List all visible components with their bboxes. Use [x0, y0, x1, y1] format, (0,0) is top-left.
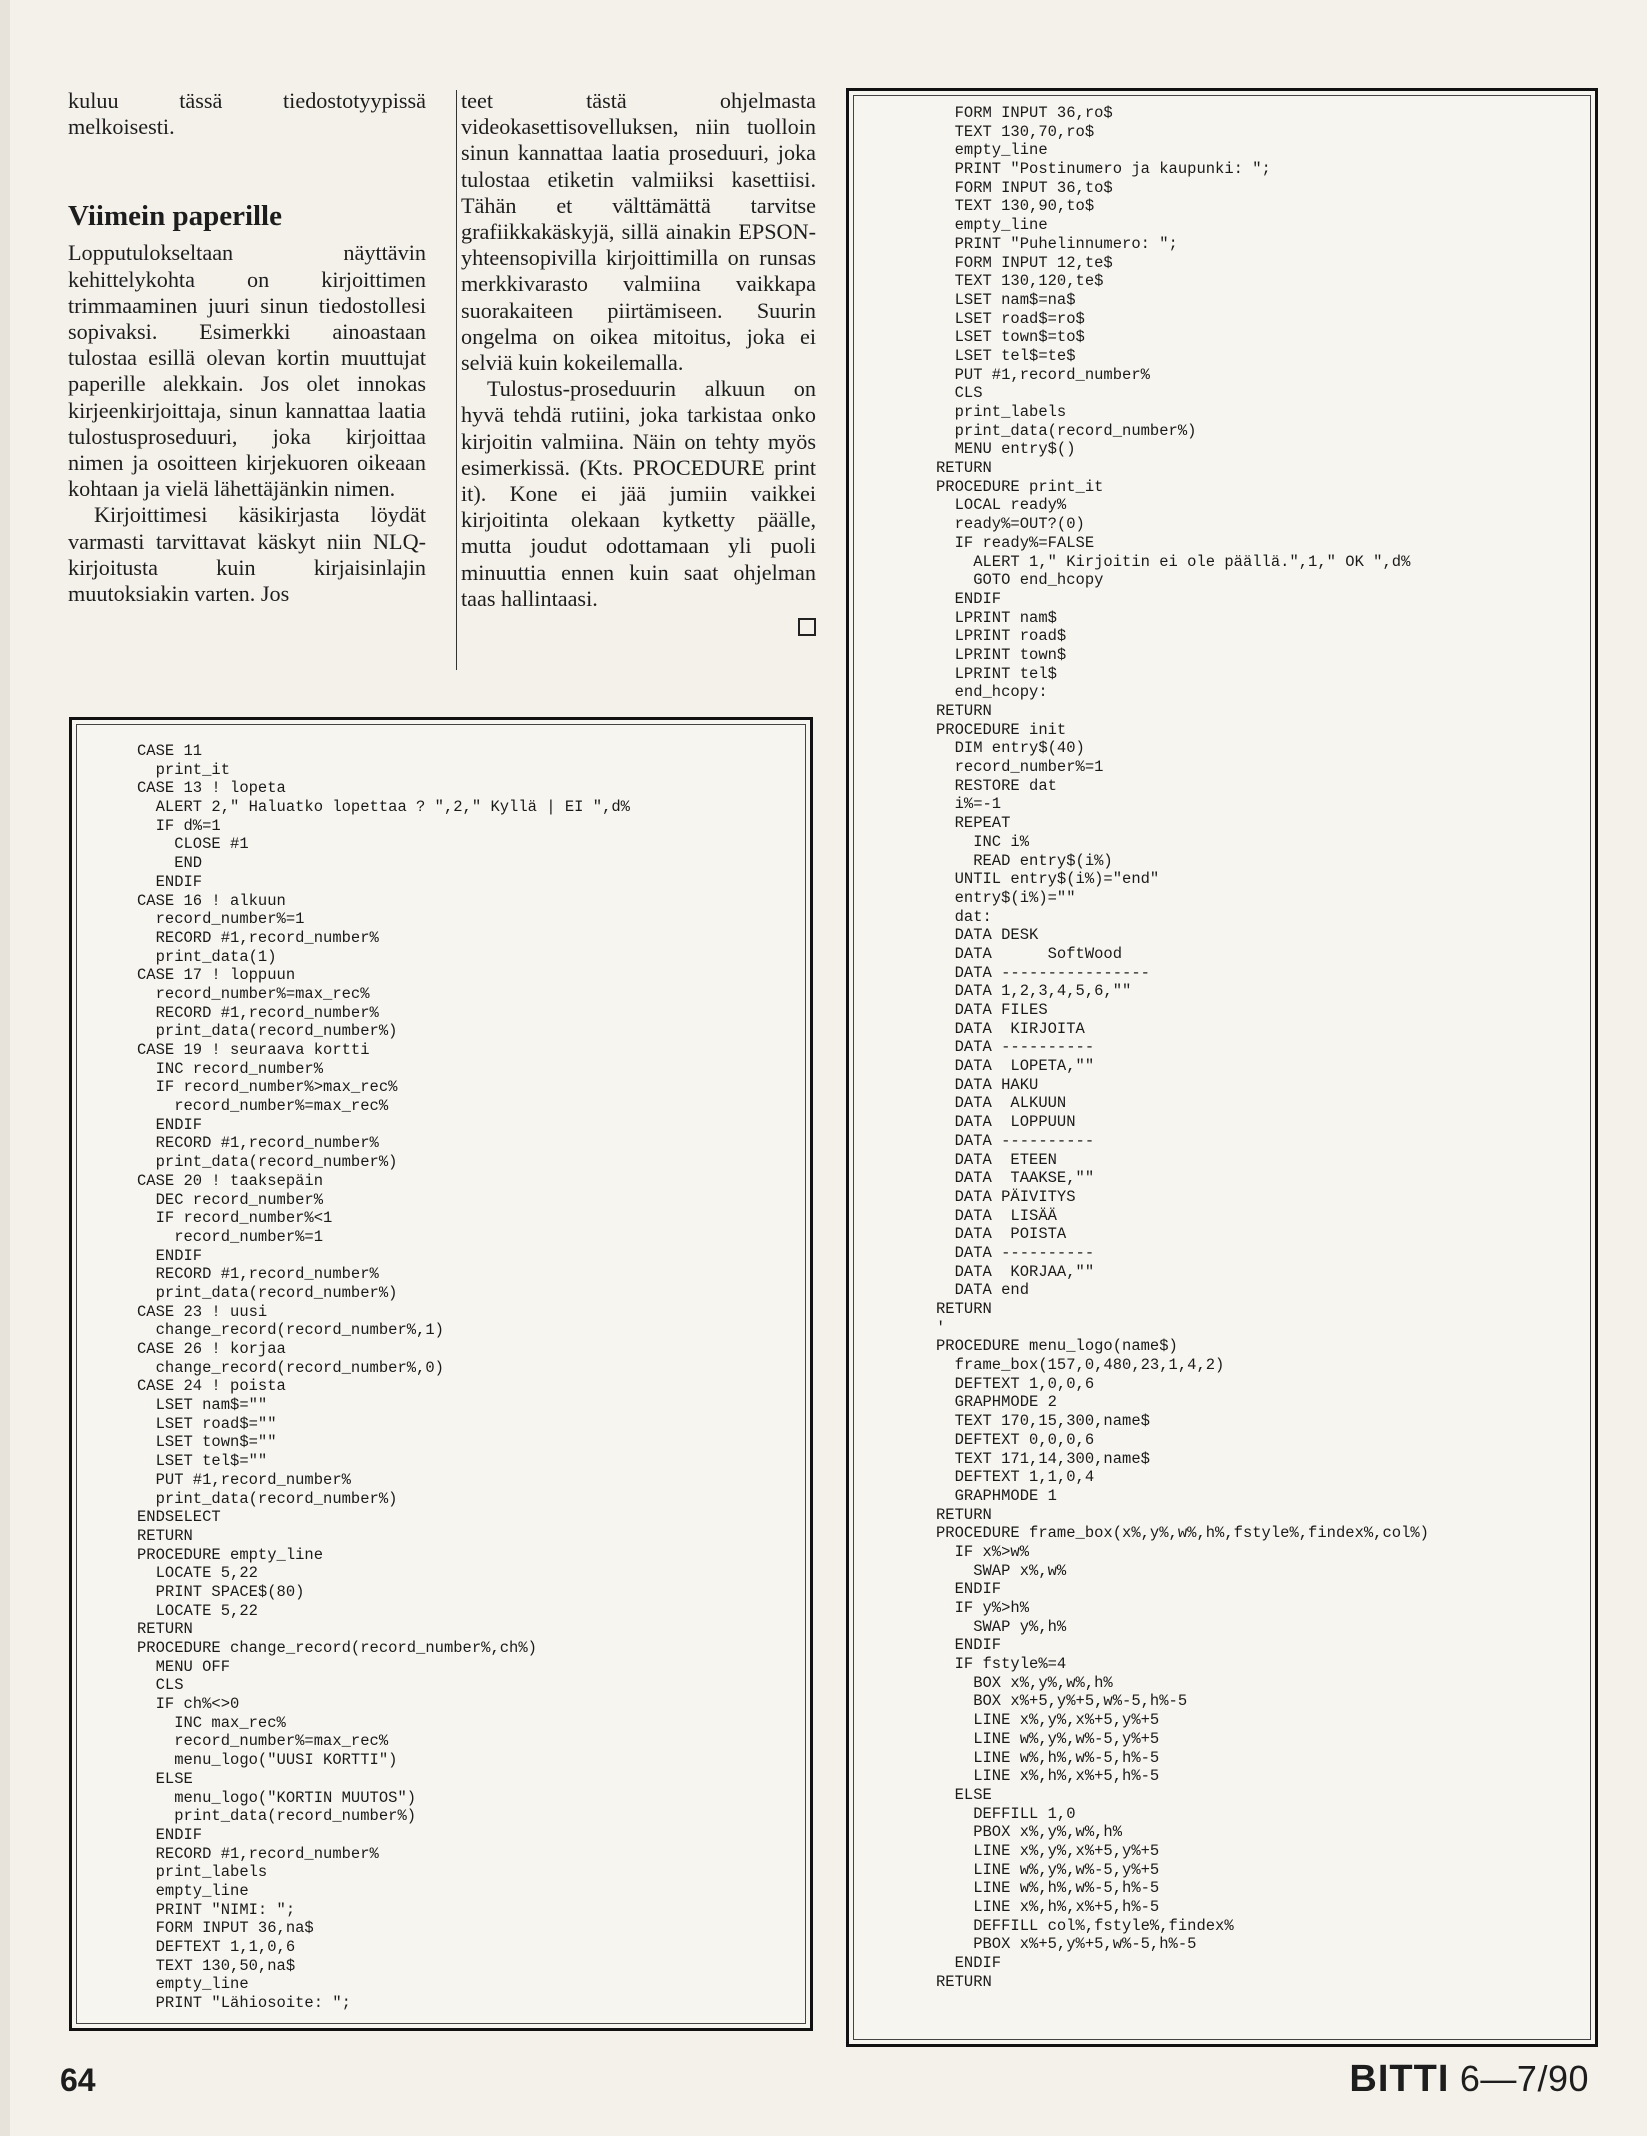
end-of-article-icon: [798, 618, 816, 636]
magazine-logo: BITTI: [1349, 2058, 1450, 2100]
paragraph: Kirjoittimesi käsikirjasta löydät varmasti tarvittavat käskyt niin NLQ-kirjoitusta kuin kirjaisinlajin muutoksiakin varten. Jos: [68, 502, 426, 607]
intro-text: kuluu tässä tiedostotyypissä melkoisesti.: [68, 88, 426, 140]
paragraph: teet tästä ohjelmasta videokasettisovelluksen, niin tuolloin sinun kannattaa laatia proseduuri, joka tulostaa etiketin valmiiksi kasettiisi. Tähän et välttämättä tarvitse grafiikkakäskyjä, sillä ainakin EPSON-yhteensopivilla kirjoittimilla on runsas merkkivarasto valmiina vaikkapa suorakaiteen piirtämiseen. Suurin ongelma on oikea mitoitus, joka ei selviä kuin kokeilemalla.: [461, 88, 816, 376]
paragraph: Tulostus-proseduurin alkuun on hyvä tehdä rutiini, joka tarkistaa onko kirjoitin valmiina. Näin on tehty myös esimerkissä. (Kts. PROCEDURE print it). Kone ei jää jumiin vaikkei kirjoitinta olekaan kytketty päälle, mutta joudut odottamaan yli puoli minuuttia ennen kuin saat ohjelman taas hallintaasi.: [461, 376, 816, 611]
page-number: 64: [60, 2062, 96, 2098]
article-middle-column: [461, 88, 816, 636]
issue-number: 6—7/90: [1459, 2058, 1589, 2099]
magazine-issue: [1349, 2058, 1589, 2101]
code-listing-left-text: CASE 11 print_it CASE 13 ! lopeta ALERT 2," Haluatko lopettaa ? ",2," Kyllä | EI ",d% IF d%=1 CLOSE #1 END ENDIF CASE 16 ! alkuun record_number%=1 RECORD #1,record_number% print_data(1) CASE 17 ! loppuun record_number%=max_rec% RECORD #1,record_number% print_data(record_number%) CASE 19 ! seuraava kortti INC record_number% IF record_number%>max_rec% record_number%=max_rec% ENDIF RECORD #1,record_number% print_data(record_number%) CASE 20 ! taaksepäin DEC record_number% IF record_number%<1 record_number%=1 ENDIF RECORD #1,record_number% print_data(record_number%) CASE 23 ! uusi change_record(record_number%,1) CASE 26 ! korjaa change_record(record_number%,0) CASE 24 ! poista LSET nam$="" LSET road$="" LSET town$="" LSET tel$="" PUT #1,record_number% print_data(record_number%) ENDSELECT RETURN PROCEDURE empty_line LOCATE 5,22 PRINT SPACE$(80) LOCATE 5,22 RETURN PROCEDURE change_record(record_number%,ch%) MENU OFF CLS IF ch%<>0 INC max_rec% record_number%=max_rec% menu_logo("UUSI KORTTI") ELSE menu_logo("KORTIN MUUTOS") print_data(record_number%) ENDIF RECORD #1,record_number% print_labels empty_line PRINT "NIMI: "; FORM INPUT 36,na$ DEFTEXT 1,1,0,6 TEXT 130,50,na$ empty_line PRINT "Lähiosoite: ";: [137, 742, 630, 2013]
column-rule: [456, 90, 457, 670]
paragraph: Lopputulokseltaan näyttävin kehittelykohta on kirjoittimen trimmaaminen juuri sinun tiedostollesi sopivaksi. Esimerkki ainoastaan tulostaa esillä olevan kortin muuttujat paperille alekkain. Jos olet innokas kirjeenkirjoittaja, sinun kannattaa laatia tulostusproseduuri, joka kirjoittaa nimen ja osoitteen kirjekuoren oikeaan kohtaan ja vielä lähettäjänkin nimen.: [68, 240, 426, 502]
page-edge: [0, 0, 10, 2136]
article-left-column: [68, 88, 426, 607]
section-heading: Viimein paperille: [68, 200, 282, 233]
code-listing-right-text: FORM INPUT 36,ro$ TEXT 130,70,ro$ empty_line PRINT "Postinumero ja kaupunki: "; FORM INPUT 36,to$ TEXT 130,90,to$ empty_line PRINT "Puhelinnumero: "; FORM INPUT 12,te$ TEXT 130,120,te$ LSET nam$=na$ LSET road$=ro$ LSET town$=to$ LSET tel$=te$ PUT #1,record_number% CLS print_labels print_data(record_number%) MENU entry$() RETURN PROCEDURE print_it LOCAL ready% ready%=OUT?(0) IF ready%=FALSE ALERT 1," Kirjoitin ei ole päällä.",1," OK ",d% GOTO end_hcopy ENDIF LPRINT nam$ LPRINT road$ LPRINT town$ LPRINT tel$ end_hcopy: RETURN PROCEDURE init DIM entry$(40) record_number%=1 RESTORE dat i%=-1 REPEAT INC i% READ entry$(i%) UNTIL entry$(i%)="end" entry$(i%)="" dat: DATA DESK DATA SoftWood DATA ---------------- DATA 1,2,3,4,5,6,"" DATA FILES DATA KIRJOITA DATA ---------- DATA LOPETA,"" DATA HAKU DATA ALKUUN DATA LOPPUUN DATA ---------- DATA ETEEN DATA TAAKSE,"" DATA PÄIVITYS DATA LISÄÄ DATA POISTA DATA ---------- DATA KORJAA,"" DATA end RETURN ' PROCEDURE menu_logo(name$) frame_box(157,0,480,23,1,4,2) DEFTEXT 1,0,0,6 GRAPHMODE 2 TEXT 170,15,300,name$ DEFTEXT 0,0,0,6 TEXT 171,14,300,name$ DEFTEXT 1,1,0,4 GRAPHMODE 1 RETURN PROCEDURE frame_box(x%,y%,w%,h%,fstyle%,findex%,col%) IF x%>w% SWAP x%,w% ENDIF IF y%>h% SWAP y%,h% ENDIF IF fstyle%=4 BOX x%,y%,w%,h% BOX x%+5,y%+5,w%-5,h%-5 LINE x%,y%,x%+5,y%+5 LINE w%,y%,w%-5,y%+5 LINE w%,h%,w%-5,h%-5 LINE x%,h%,x%+5,h%-5 ELSE DEFFILL 1,0 PBOX x%,y%,w%,h% LINE x%,y%,x%+5,y%+5 LINE w%,y%,w%-5,y%+5 LINE w%,h%,w%-5,h%-5 LINE x%,h%,x%+5,h%-5 DEFFILL col%,fstyle%,findex% PBOX x%+5,y%+5,w%-5,h%-5 ENDIF RETURN: [936, 104, 1429, 1991]
